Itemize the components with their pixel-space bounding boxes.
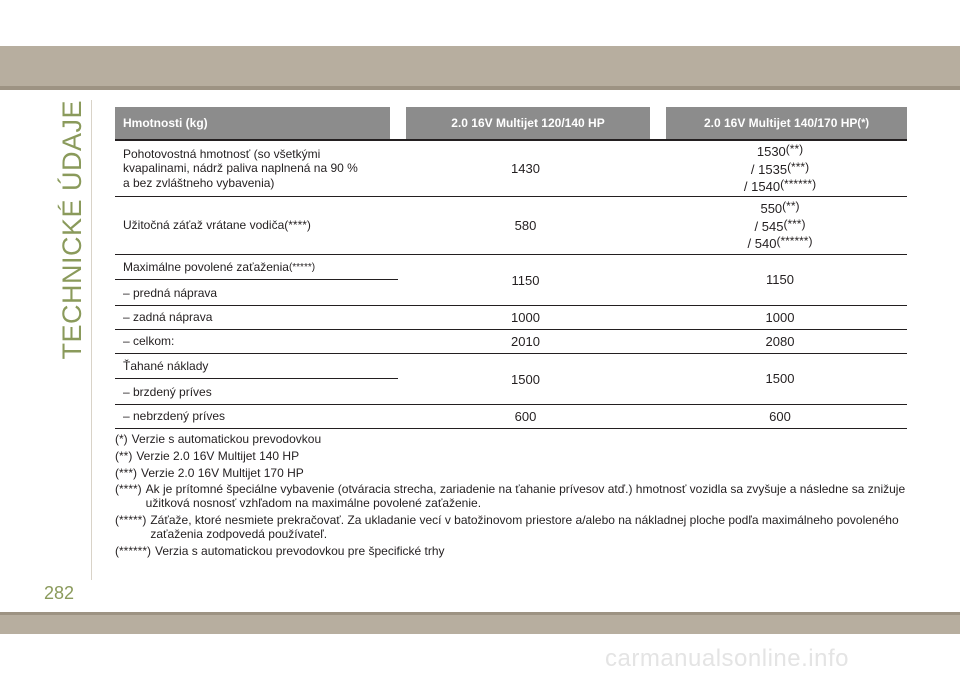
header-engine-140-170: 2.0 16V Multijet 140/170 HP (*) [666,107,907,139]
bottom-decorative-line [0,612,960,615]
value-engine-2: 2080 [765,333,795,349]
value-engine-1: 1150 [511,272,540,288]
value-engine-2: 1150 [766,272,794,288]
footnote: (*****) Záťaže, ktoré nesmiete prekračovať. Za ukladanie vecí v batožinovom priestore a/alebo na nákladnej ploche podľa maximálneho povoleného zaťaženia zodpovedá používateľ. [115,512,899,541]
footnote: (****) Ak je prítomné špeciálne vybavenie (otváracia strecha, zariadenie na ťahanie prívesov atď.) hmotnosť vozidla sa zvyšuje a následne sa znižuje užitková nosnosť vzhľadom na maximálne povolené zaťaženie. [115,482,906,511]
header-weights: Hmotnosti (kg) [115,107,390,139]
table-row [115,354,907,405]
table-row [115,139,907,197]
page-number: 282 [44,583,75,603]
value-engine-2: 1000 [765,309,795,325]
table-row [115,306,907,330]
row-label: – celkom: [123,334,175,349]
value-engine-2: 1500 [765,371,795,387]
footnotes [115,433,915,561]
watermark: carmanualsonline.info [605,645,849,672]
row-label: – zadná náprava [123,310,213,325]
top-decorative-band [0,46,960,90]
table-row [115,255,907,306]
table-row [115,405,907,429]
value-engine-1: 600 [514,409,537,424]
footnote: (**) Verzie 2.0 16V Multijet 140 HP [115,448,300,463]
value-engine-2: 550(**) / 545(***) / 540(******) [747,199,813,252]
header-engine-120-140: 2.0 16V Multijet 120/140 HP [406,107,650,139]
row-label: Pohotovostná hmotnosť (so všetkými kvapalinami, nádrž paliva naplnená na 90 % a bez zvláštneho vybavenia) [123,146,358,190]
value-engine-1: 2010 [511,334,540,349]
row-label: Užitočná záťaž vrátane vodiča (****) [123,218,311,233]
footnote: (***) Verzie 2.0 16V Multijet 170 HP [115,465,304,480]
side-rule [91,100,92,580]
footnote: (*) Verzie s automatickou prevodovkou [115,432,322,446]
section-title [50,100,94,360]
table-row [115,197,907,255]
value-engine-2: 600 [769,408,791,424]
value-engine-1: 1500 [511,371,540,387]
value-engine-1: 580 [514,218,537,233]
section-title-text: TECHNICKÉ ÚDAJE [56,100,87,360]
row-label-group: Ťahané náklady – brzdený príves [115,354,398,404]
row-label-group: Maximálne povolené zaťaženia (*****) – predná náprava [115,255,398,305]
value-engine-1: 1000 [511,310,540,325]
value-engine-1: 1430 [511,161,540,176]
top-decorative-line [0,86,960,90]
footnote: (******) Verzia s automatickou prevodovkou pre špecifické trhy [115,543,445,558]
weights-table [115,107,907,429]
table-row [115,330,907,354]
row-label: – nebrzdený príves [123,409,226,424]
bottom-decorative-band [0,612,960,634]
table-header [115,107,907,139]
value-engine-2: 1530(**) / 1535(***) / 1540(******) [743,142,817,195]
